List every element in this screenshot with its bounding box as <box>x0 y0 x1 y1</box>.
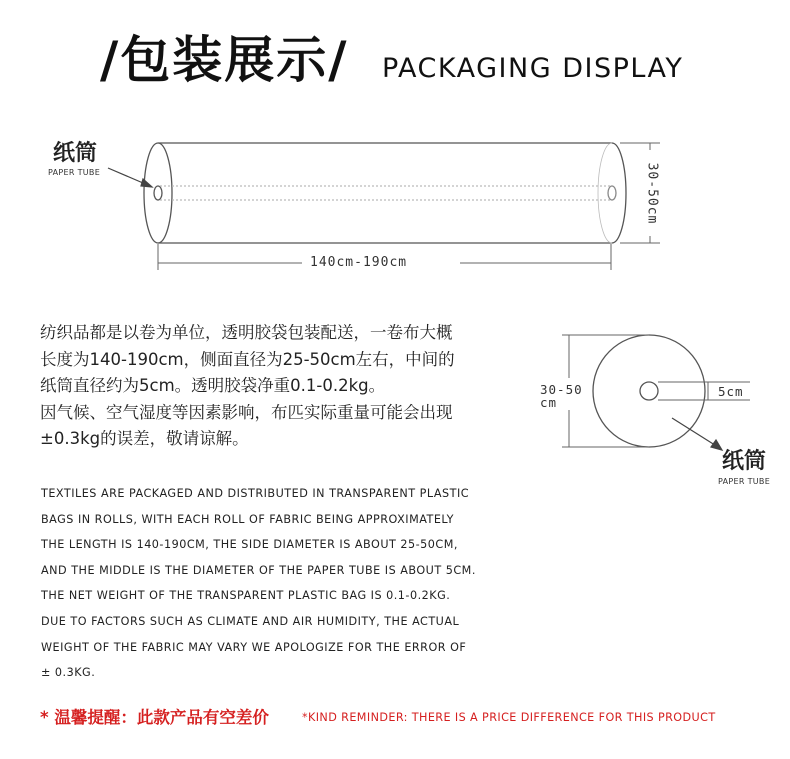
description-en-line: BAGS IN ROLLS, WITH EACH ROLL OF FABRIC BEING APPROXIMATELY <box>41 512 455 526</box>
description-cn-line: 长度为140-190cm，侧面直径为25-50cm左右，中间的 <box>40 349 455 369</box>
diameter-label: 30-50cm <box>644 162 660 225</box>
paper-tube-label-en: PAPER TUBE <box>48 168 101 177</box>
reminder-en: *KIND REMINDER: THERE IS A PRICE DIFFERENCE FOR THIS PRODUCT <box>302 711 716 724</box>
description-cn-line: ±0.3kg的误差，敬请谅解。 <box>40 429 249 448</box>
reminder-cn: * 温馨提醒：此款产品有空差价 <box>40 708 269 727</box>
roll-right-end <box>612 143 626 243</box>
description-en-line: TEXTILES ARE PACKAGED AND DISTRIBUTED IN TRANSPARENT PLASTIC <box>41 487 470 500</box>
cross-diameter-label-line1: 30-50 <box>540 382 583 397</box>
cross-tube-label-cn: 纸筒 <box>722 449 767 474</box>
description-cn-line: 纺织品都是以卷为单位，透明胶袋包装配送，一卷布大概 <box>40 323 453 342</box>
fabric-roll-illustration <box>144 143 626 243</box>
core-diameter-label: 5cm <box>718 384 744 399</box>
description-en <box>41 481 521 686</box>
description-en-line: AND THE MIDDLE IS THE DIAMETER OF THE PAPER TUBE IS ABOUT 5CM. <box>41 563 476 577</box>
core-hole-right <box>608 186 616 200</box>
cross-section-pointer <box>672 418 722 450</box>
roll-right-end-back <box>598 143 612 243</box>
description-en-line: THE LENGTH IS 140-190CM, THE SIDE DIAMETER IS ABOUT 25-50CM, <box>41 538 458 552</box>
cross-diameter-label <box>540 383 583 409</box>
roll-left-end <box>144 143 172 243</box>
length-label: 140cm-190cm <box>310 255 408 270</box>
page-title-cn: /包装展示/ <box>100 31 349 89</box>
core-cross-section <box>640 382 658 400</box>
description-en-line: DUE TO FACTORS SUCH AS CLIMATE AND AIR HUMIDITY, THE ACTUAL <box>41 614 460 628</box>
cross-section-illustration <box>593 335 705 447</box>
description-cn-line: 纸筒直径约为5cm。透明胶袋净重0.1-0.2kg。 <box>40 376 386 395</box>
roll-cross-section <box>593 335 705 447</box>
cross-diameter-label-line2: cm <box>540 395 558 410</box>
paper-tube-label-cn: 纸筒 <box>53 141 98 166</box>
description-en-line: ± 0.3KG. <box>41 666 96 680</box>
description-en-line: THE NET WEIGHT OF THE TRANSPARENT PLASTIC BAG IS 0.1-0.2KG. <box>41 589 451 603</box>
page-title-en: PACKAGING DISPLAY <box>382 53 684 84</box>
description-cn <box>40 320 520 453</box>
cross-tube-label-en: PAPER TUBE <box>718 477 771 486</box>
description-cn-line: 因气候、空气湿度等因素影响，布匹实际重量可能会出现 <box>40 402 453 422</box>
description-en-line: WEIGHT OF THE FABRIC MAY VARY WE APOLOGIZE FOR THE ERROR OF <box>41 640 467 654</box>
